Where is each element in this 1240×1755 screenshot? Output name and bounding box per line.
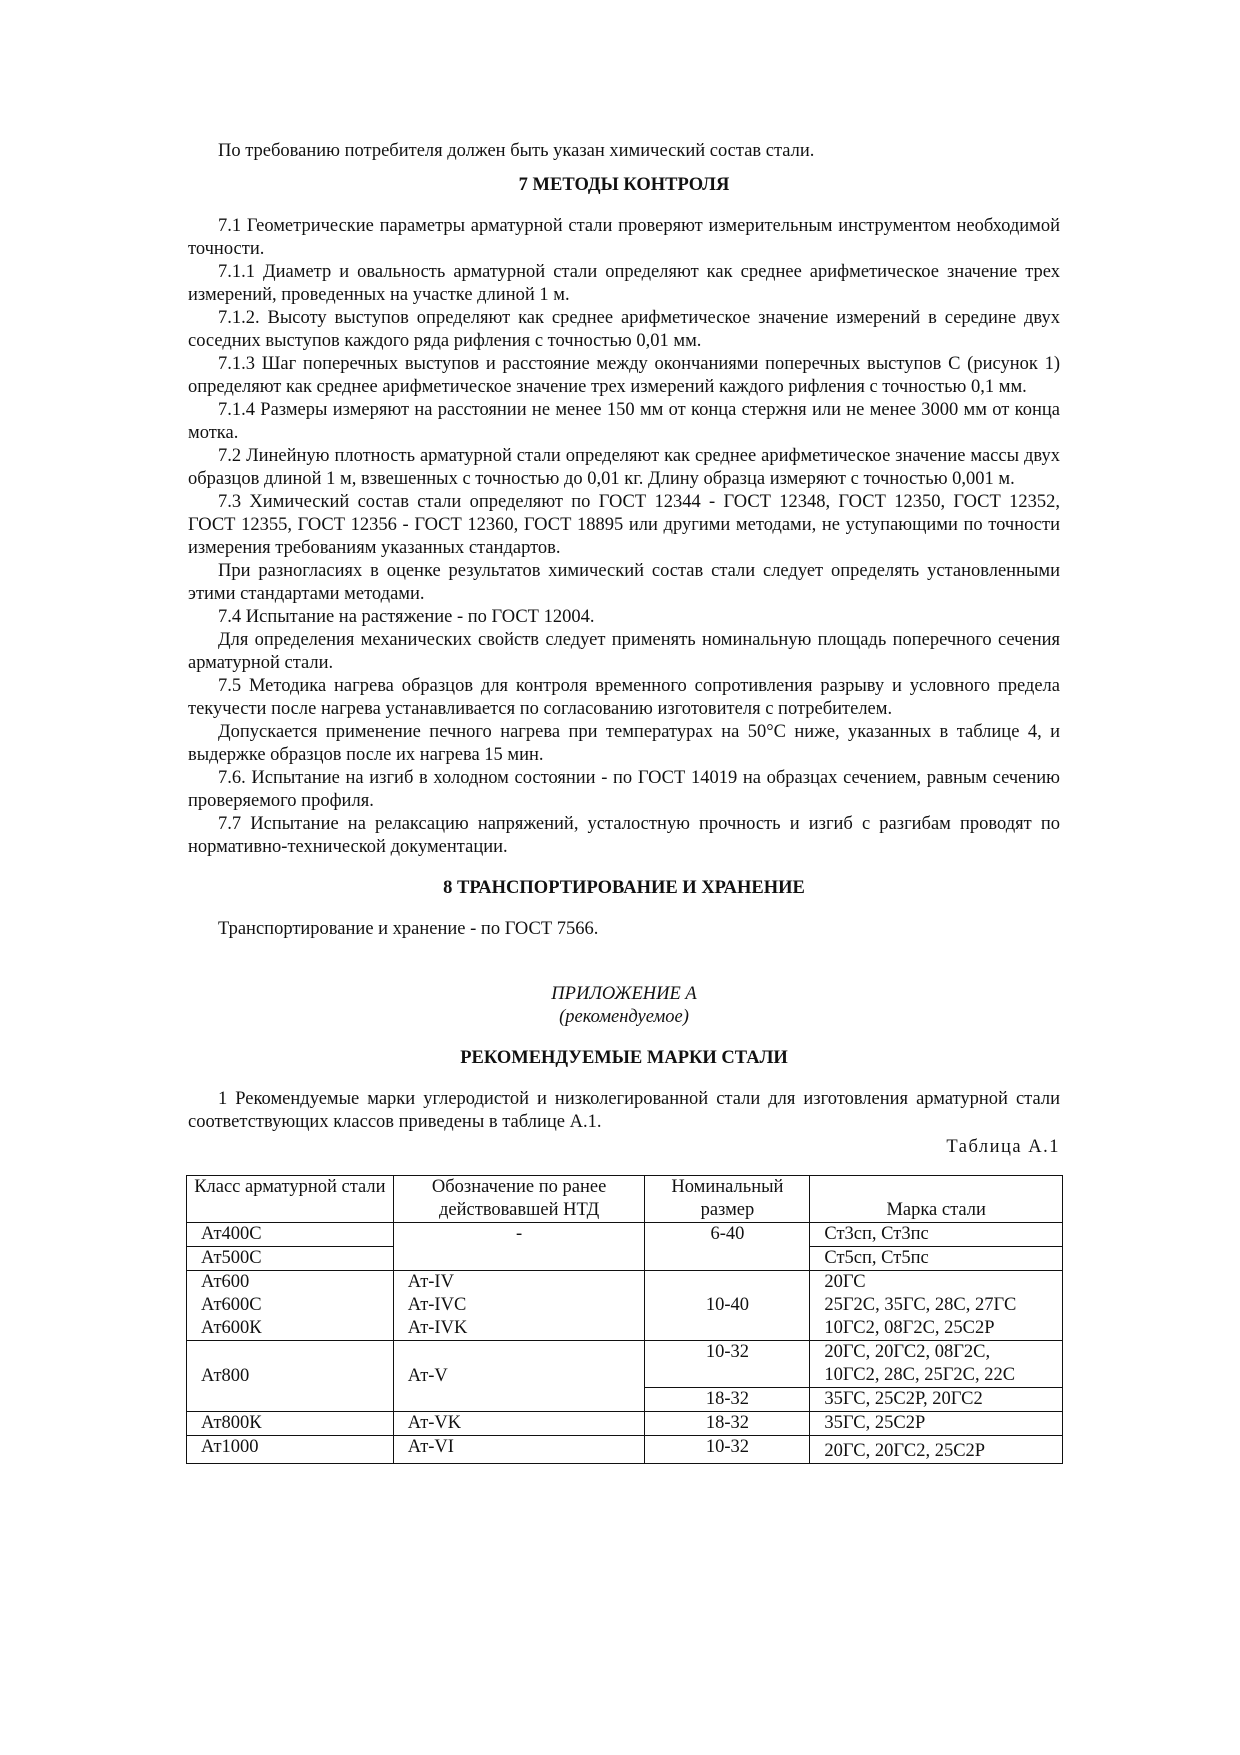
- cell-class: Ат800К: [187, 1412, 394, 1436]
- cell-ntd: -: [393, 1223, 645, 1271]
- cell-steel-grade: Ст3сп, Ст3пс: [810, 1223, 1063, 1247]
- header-ntd: Обозначение по ранее действовавшей НТД: [393, 1176, 645, 1223]
- cell-class: Ат400С: [187, 1223, 394, 1247]
- paragraph-7-6: 7.6. Испытание на изгиб в холодном состоянии - по ГОСТ 14019 на образцах сечением, равным сечению проверяемого профиля.: [188, 768, 1060, 811]
- cell-line: Ат-IV: [407, 1272, 454, 1292]
- section-7-body: [188, 215, 1060, 859]
- paragraph-7-1-1: 7.1.1 Диаметр и овальность арматурной стали определяют как среднее арифметическое значение трех измерений, проведенных на участке длиной 1 м.: [188, 262, 1060, 305]
- appendix-text: 1 Рекомендуемые марки углеродистой и низколегированной стали для изготовления арматурной стали соответствующих классов приведены в таблице А.1.: [188, 1089, 1060, 1132]
- paragraph-disagreement: При разногласиях в оценке результатов химический состав стали следует определять установленными этими стандартами методами.: [188, 561, 1060, 604]
- paragraph-7-1-4: 7.1.4 Размеры измеряют на расстоянии не менее 150 мм от конца стержня или не менее 3000 мм от конца мотка.: [188, 400, 1060, 443]
- cell-line: Ат600: [201, 1272, 250, 1292]
- cell-line: Ат600С: [201, 1295, 262, 1315]
- table-row: [187, 1223, 1063, 1247]
- appendix-heading: РЕКОМЕНДУЕМЫЕ МАРКИ СТАЛИ: [460, 1048, 788, 1068]
- appendix-subtitle: (рекомендуемое): [559, 1007, 689, 1027]
- header-class: Класс арматурной стали: [187, 1176, 394, 1223]
- cell-size: 6-40: [645, 1223, 810, 1271]
- header-steel-grade: Марка стали: [810, 1176, 1063, 1223]
- cell-size: 18-32: [645, 1388, 810, 1412]
- cell-line: 20ГС, 20ГС2, 08Г2С,: [824, 1342, 991, 1362]
- cell-size: 18-32: [645, 1412, 810, 1436]
- cell-class: Ат1000: [187, 1436, 394, 1464]
- cell-size: 10-40: [645, 1271, 810, 1341]
- table-row: [187, 1436, 1063, 1464]
- paragraph-7-3: 7.3 Химический состав стали определяют по ГОСТ 12344 - ГОСТ 12348, ГОСТ 12350, ГОСТ 12352, ГОСТ 12355, ГОСТ 12356 - ГОСТ 12360, ГОСТ 18895 или другими методами, не уступающими по точности измерения требованиям указанных стандартов.: [188, 492, 1060, 558]
- cell-steel-grade: [810, 1271, 1063, 1341]
- paragraph-7-5: 7.5 Методика нагрева образцов для контроля временного сопротивления разрыву и условного предела текучести после нагрева устанавливается по согласованию изготовителя с потребителем.: [188, 676, 1060, 719]
- cell-ntd: Ат-VK: [393, 1412, 645, 1436]
- table-header-row: [187, 1176, 1063, 1223]
- cell-steel-grade: 35ГС, 25С2Р, 20ГС2: [810, 1388, 1063, 1412]
- cell-class: [187, 1271, 394, 1341]
- header-size: Номинальный размер: [645, 1176, 810, 1223]
- cell-class: Ат800: [187, 1341, 394, 1412]
- cell-class: Ат500С: [187, 1247, 394, 1271]
- paragraph-7-7: 7.7 Испытание на релаксацию напряжений, усталостную прочность и изгиб с разгибам проводят по нормативно-технической документации.: [188, 814, 1060, 857]
- paragraph-heating: Допускается применение печного нагрева при температурах на 50°С ниже, указанных в таблице 4, и выдержке образцов после их нагрева 15 мин.: [188, 722, 1060, 765]
- paragraph-7-1-2: 7.1.2. Высоту выступов определяют как среднее арифметическое значение измерений в середине двух соседних выступов каждого ряда рифления с точностью 0,01 мм.: [188, 308, 1060, 351]
- cell-line: Ат600К: [201, 1318, 262, 1338]
- paragraph-mechanical: Для определения механических свойств следует применять номинальную площадь поперечного сечения арматурной стали.: [188, 630, 1060, 673]
- section-8-heading: 8 ТРАНСПОРТИРОВАНИЕ И ХРАНЕНИЕ: [443, 878, 805, 898]
- cell-steel-grade: Ст5сп, Ст5пс: [810, 1247, 1063, 1271]
- cell-line: 20ГС: [824, 1272, 866, 1292]
- cell-ntd: Ат-VI: [393, 1436, 645, 1464]
- paragraph-7-1: 7.1 Геометрические параметры арматурной стали проверяют измерительным инструментом необходимой точности.: [188, 216, 1060, 259]
- cell-line: 10ГС2, 28С, 25Г2С, 22С: [824, 1365, 1016, 1385]
- section-8-text: Транспортирование и хранение - по ГОСТ 7566.: [218, 919, 599, 939]
- table-row: [187, 1341, 1063, 1388]
- paragraph-7-4: 7.4 Испытание на растяжение - по ГОСТ 12004.: [218, 607, 595, 627]
- cell-line: 10ГС2, 08Г2С, 25С2Р: [824, 1318, 995, 1338]
- document-page: [188, 140, 1060, 1464]
- table-row: [187, 1271, 1063, 1341]
- table-row: [187, 1412, 1063, 1436]
- table-caption: Таблица А.1: [946, 1137, 1060, 1157]
- cell-steel-grade: [810, 1341, 1063, 1388]
- steel-grades-table: [186, 1175, 1063, 1464]
- section-7-heading: 7 МЕТОДЫ КОНТРОЛЯ: [518, 175, 730, 195]
- paragraph-7-2: 7.2 Линейную плотность арматурной стали определяют как среднее арифметическое значение массы двух образцов длиной 1 м, взвешенных с точностью до 0,01 кг. Длину образца измеряют с точностью 0,001 м.: [188, 446, 1060, 489]
- cell-ntd: [393, 1271, 645, 1341]
- cell-line: Ат-IVK: [407, 1318, 468, 1338]
- cell-ntd: Ат-V: [393, 1341, 645, 1412]
- paragraph-7-1-3: 7.1.3 Шаг поперечных выступов и расстояние между окончаниями поперечных выступов С (рисунок 1) определяют как среднее арифметическое значение трех измерений каждого рифления с точностью 0,1 мм.: [188, 354, 1060, 397]
- cell-line: Ат-IVC: [407, 1295, 467, 1315]
- appendix-title: ПРИЛОЖЕНИЕ А: [551, 984, 697, 1004]
- cell-size: 10-32: [645, 1436, 810, 1464]
- cell-line: 25Г2С, 35ГС, 28С, 27ГС: [824, 1295, 1017, 1315]
- cell-steel-grade: 20ГС, 20ГС2, 25С2Р: [810, 1436, 1063, 1464]
- cell-steel-grade: 35ГС, 25С2Р: [810, 1412, 1063, 1436]
- cell-size: 10-32: [645, 1341, 810, 1388]
- intro-paragraph: По требованию потребителя должен быть указан химический состав стали.: [218, 141, 815, 161]
